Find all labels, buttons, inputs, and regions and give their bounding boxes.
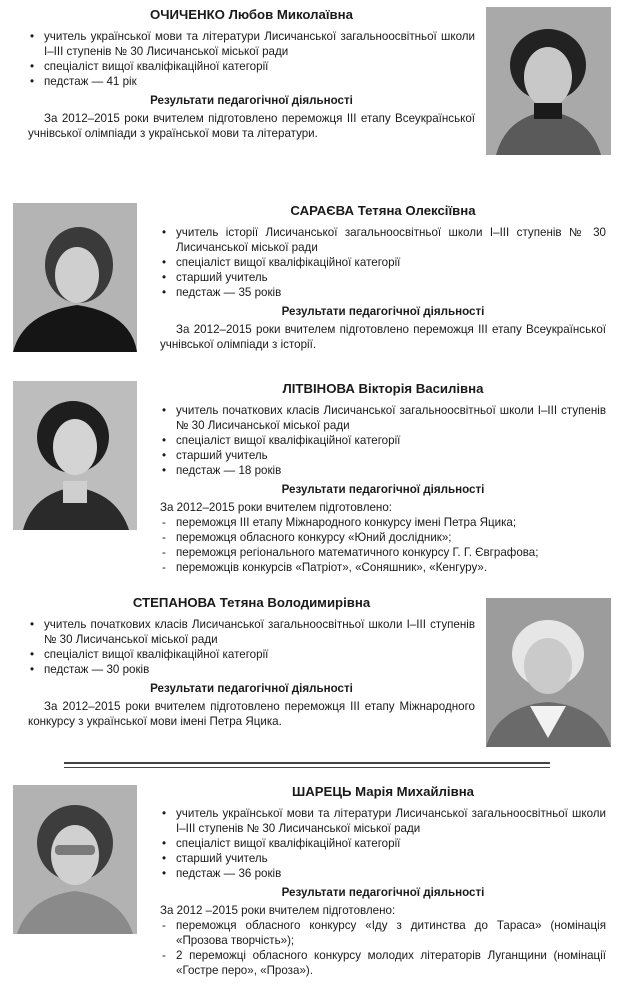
info-list: [160, 806, 606, 881]
portrait-image: [13, 203, 137, 352]
teacher-name: САРАЄВА Тетяна Олексіївна: [290, 203, 476, 218]
results-item: - переможця обласного конкурсу «Юний дослідник»;: [160, 530, 606, 545]
info-list: [28, 617, 475, 677]
info-item: • педстаж — 35 років: [160, 285, 606, 300]
results-heading: Результати педагогічної діяльності: [281, 886, 485, 899]
results-text: За 2012–2015 роки вчителем підготовлено переможця ІІІ етапу Всеукраїнської учнівської олімпіади з історії.: [160, 323, 606, 351]
info-list: [160, 225, 606, 300]
info-item: • учитель історії Лисичанської загальноосвітньої школи І–ІІІ ступенів № 30 Лисичанської міської ради: [160, 225, 606, 255]
results-item: - 2 переможці обласного конкурсу молодих літераторів Луганщини (номінації «Гостре перо», «Проза»).: [160, 948, 606, 978]
info-item: • спеціаліст вищої кваліфікаційної категорії: [160, 836, 606, 851]
section-divider: [64, 762, 550, 764]
info-item: • старший учитель: [160, 270, 606, 285]
info-item: • спеціаліст вищої кваліфікаційної категорії: [28, 59, 475, 74]
portrait-image: [486, 7, 611, 155]
results-heading: Результати педагогічної діяльності: [281, 483, 485, 496]
info-item: • учитель початкових класів Лисичанської загальноосвітньої школи І–ІІІ ступенів № 30 Лисичанської міської ради: [160, 403, 606, 433]
results-list: [160, 918, 606, 978]
results-heading: Результати педагогічної діяльності: [150, 94, 353, 107]
results-text: За 2012–2015 роки вчителем підготовлено переможця ІІІ етапу Всеукраїнської учнівської олімпіади з української мови та літератури.: [28, 112, 475, 140]
info-item: • педстаж — 18 років: [160, 463, 606, 478]
teacher-photo-litvinova: [13, 381, 137, 530]
teacher-photo-stepanova: [486, 598, 611, 747]
info-item: • учитель української мови та літератури Лисичанської загальноосвітньої школи І–ІІІ ступенів № 30 Лисичанської міської ради: [160, 806, 606, 836]
teacher-photo-saraieva: [13, 203, 137, 352]
teacher-name: СТЕПАНОВА Тетяна Володимирівна: [132, 595, 371, 610]
info-item: • спеціаліст вищої кваліфікаційної категорії: [160, 255, 606, 270]
info-item: • педстаж — 30 років: [28, 662, 475, 677]
info-item: • старший учитель: [160, 448, 606, 463]
teacher-photo-sharets: [13, 785, 137, 934]
results-intro: За 2012 –2015 роки вчителем підготовлено:: [160, 904, 396, 917]
section-divider-thin: [64, 767, 550, 768]
info-list: [160, 403, 606, 478]
teacher-photo-ochychenko: [486, 7, 611, 155]
results-text: За 2012–2015 роки вчителем підготовлено переможця ІІІ етапу Міжнародного конкурсу з української мови імені Петра Яцика.: [28, 700, 475, 728]
info-item: • учитель початкових класів Лисичанської загальноосвітньої школи І–ІІІ ступенів № 30 Лисичанської міської ради: [28, 617, 475, 647]
results-item: - переможця регіонального математичного конкурсу Г. Г. Євграфова;: [160, 545, 606, 560]
entry-saraieva: [160, 203, 606, 352]
entry-ochychenko: [28, 7, 475, 141]
portrait-image: [486, 598, 611, 747]
info-item: • педстаж — 41 рік: [28, 74, 475, 89]
entry-sharets: [160, 784, 606, 978]
results-list: [160, 515, 606, 575]
portrait-image: [13, 381, 137, 530]
results-intro: За 2012–2015 роки вчителем підготовлено:: [160, 501, 392, 514]
info-item: • старший учитель: [160, 851, 606, 866]
entry-litvinova: [160, 381, 606, 575]
info-item: • спеціаліст вищої кваліфікаційної категорії: [160, 433, 606, 448]
info-item: • учитель української мови та літератури Лисичанської загальноосвітньої школи І–ІІІ ступенів № 30 Лисичанської міської ради: [28, 29, 475, 59]
results-item: - переможця обласного конкурсу «Іду з дитинства до Тараса» (номінація «Прозова творчість»);: [160, 918, 606, 948]
info-item: • педстаж — 36 років: [160, 866, 606, 881]
portrait-image: [13, 785, 137, 934]
results-heading: Результати педагогічної діяльності: [150, 682, 353, 695]
results-heading: Результати педагогічної діяльності: [281, 305, 485, 318]
results-item: - переможців конкурсів «Патріот», «Соняшник», «Кенгуру».: [160, 560, 606, 575]
entry-stepanova: [28, 595, 475, 729]
teacher-name: ШАРЕЦЬ Марія Михайлівна: [291, 784, 475, 799]
info-list: [28, 29, 475, 89]
results-item: - переможця ІІІ етапу Міжнародного конкурсу імені Петра Яцика;: [160, 515, 606, 530]
info-item: • спеціаліст вищої кваліфікаційної категорії: [28, 647, 475, 662]
teacher-name: ОЧИЧЕНКО Любов Миколаївна: [150, 7, 353, 22]
teacher-name: ЛІТВІНОВА Вікторія Василівна: [282, 381, 484, 396]
